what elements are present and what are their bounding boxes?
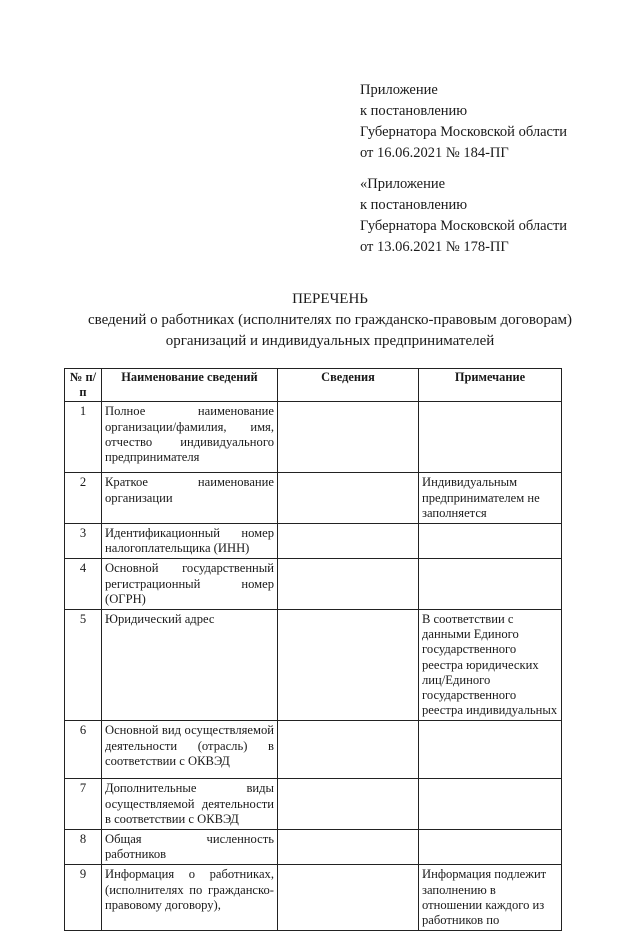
row-value: [278, 721, 419, 779]
appendix-note-original: [360, 174, 567, 258]
row-note: Индивидуальным предпринимателем не заполняется: [419, 473, 562, 524]
row-number: 8: [65, 830, 102, 865]
table-row: [65, 524, 562, 559]
data-table: [64, 368, 562, 931]
appendix-note-current: [360, 80, 567, 164]
appendix-line: от 13.06.2021 № 178-ПГ: [360, 239, 509, 255]
document-title: [60, 289, 600, 352]
header-number: № п/п: [65, 369, 102, 402]
header-note: Примечание: [419, 369, 562, 402]
row-number: 7: [65, 779, 102, 830]
row-name: Юридический адрес: [102, 610, 278, 721]
title-heading: ПЕРЕЧЕНЬ: [292, 291, 368, 307]
row-value: [278, 473, 419, 524]
table-row: [65, 402, 562, 473]
row-note: [419, 779, 562, 830]
title-subline: сведений о работниках (исполнителях по гражданско-правовым договорам): [87, 312, 573, 328]
table-header-row: [65, 369, 562, 402]
row-name: Полное наименование организации/фамилия, имя, отчество индивидуального предпринимателя: [102, 402, 278, 473]
row-name: Дополнительные виды осуществляемой деятельности в соответствии с ОКВЭД: [102, 779, 278, 830]
table-row: [65, 559, 562, 610]
table-row: [65, 830, 562, 865]
row-number: 1: [65, 402, 102, 473]
row-name: Идентификационный номер налогоплательщика (ИНН): [102, 524, 278, 559]
row-number: 4: [65, 559, 102, 610]
row-name: Общая численность работников: [102, 830, 278, 865]
appendix-line: Губернатора Московской области: [360, 218, 568, 234]
row-number: 2: [65, 473, 102, 524]
row-name: Основной государственный регистрационный номер (ОГРН): [102, 559, 278, 610]
appendix-line: Приложение: [360, 82, 438, 98]
title-subline: организаций и индивидуальных предпринимателей: [165, 333, 495, 349]
row-note: [419, 524, 562, 559]
row-note: [419, 559, 562, 610]
table-row: [65, 473, 562, 524]
appendix-line: «Приложение: [360, 176, 446, 192]
row-value: [278, 865, 419, 931]
appendix-line: к постановлению: [360, 103, 468, 119]
row-note: В соответствии с данными Единого государственного реестра юридических лиц/Единого государственного реестра индивидуальных: [419, 610, 562, 721]
row-value: [278, 559, 419, 610]
appendix-line: к постановлению: [360, 197, 468, 213]
row-value: [278, 610, 419, 721]
table-row: [65, 779, 562, 830]
row-note: [419, 830, 562, 865]
row-number: 3: [65, 524, 102, 559]
row-name: Краткое наименование организации: [102, 473, 278, 524]
row-note: [419, 402, 562, 473]
row-number: 6: [65, 721, 102, 779]
row-number: 5: [65, 610, 102, 721]
row-name: Основной вид осуществляемой деятельности (отрасль) в соответствии с ОКВЭД: [102, 721, 278, 779]
row-value: [278, 830, 419, 865]
table-row: [65, 610, 562, 721]
row-note: [419, 721, 562, 779]
row-name: Информация о работниках, (исполнителях по гражданско-правовому договору),: [102, 865, 278, 931]
header-name: Наименование сведений: [102, 369, 278, 402]
appendix-line: Губернатора Московской области: [360, 124, 568, 140]
table-row: [65, 865, 562, 931]
header-value: Сведения: [278, 369, 419, 402]
row-value: [278, 779, 419, 830]
row-value: [278, 524, 419, 559]
table-row: [65, 721, 562, 779]
row-number: 9: [65, 865, 102, 931]
row-value: [278, 402, 419, 473]
appendix-line: от 16.06.2021 № 184-ПГ: [360, 145, 509, 161]
row-note: Информация подлежит заполнению в отношении каждого из работников по: [419, 865, 562, 931]
